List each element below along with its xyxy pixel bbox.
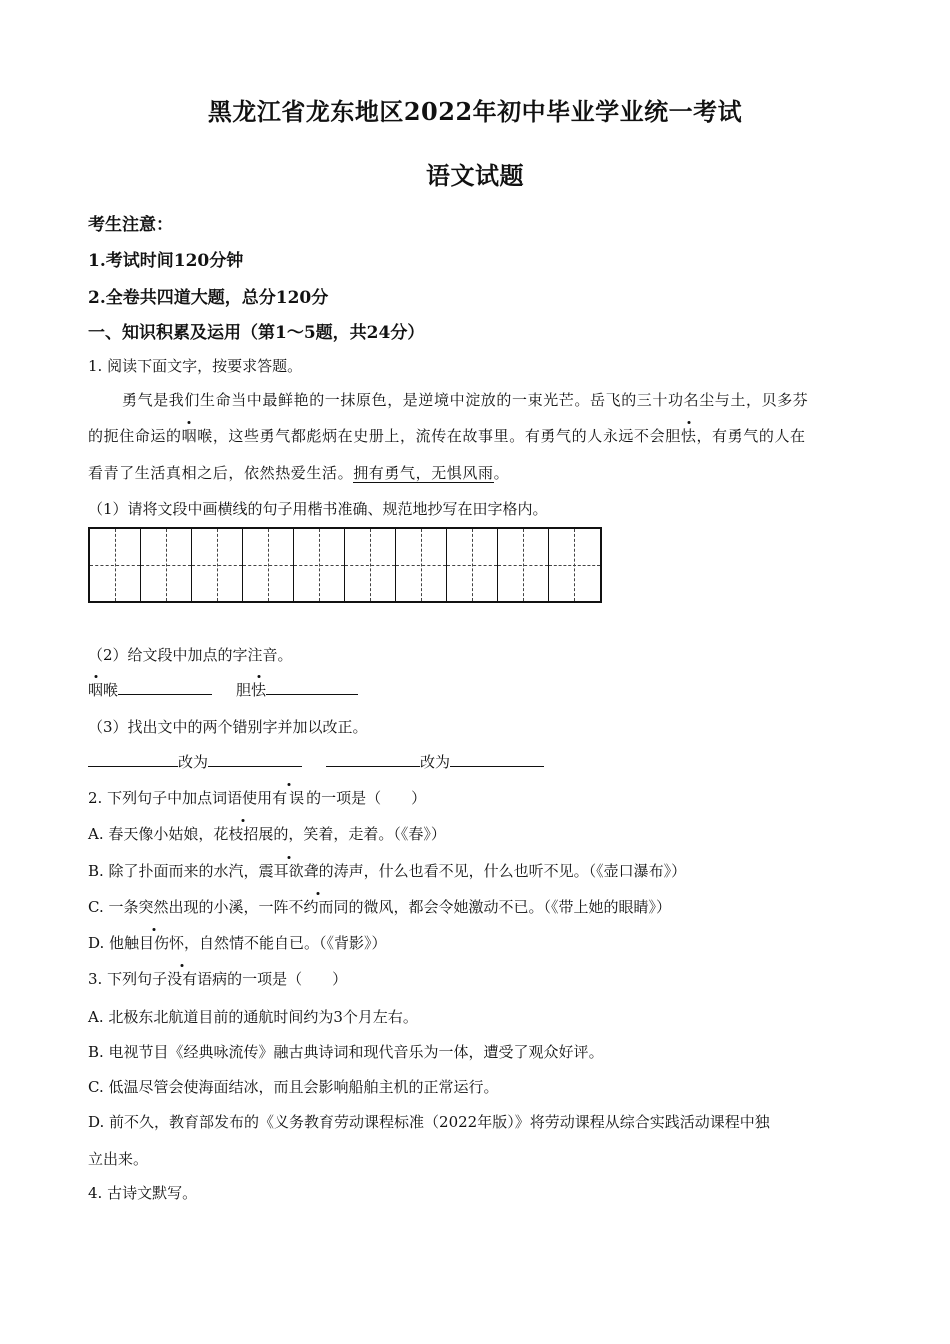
- q2-option-b[interactable]: B. 除了扑面而来的水汽，震耳欲聋的涛声，什么也看不见，什么也听不见。（《壶口瀑布》）: [88, 862, 687, 880]
- wrong-char-blank-1[interactable]: [88, 751, 178, 767]
- grid-cell[interactable]: [345, 529, 396, 601]
- pinyin-blank-1[interactable]: [118, 679, 212, 695]
- exam-subtitle: 语文试题: [426, 161, 524, 190]
- grid-cell[interactable]: [447, 529, 498, 601]
- notice-item-1: 1.考试时间120分钟: [88, 251, 244, 271]
- q3-option-c[interactable]: C. 低温尽管会使海面结冰，而且会影响船舶主机的正常运行。: [88, 1078, 499, 1096]
- passage-line-1: 勇气是我们生命当中最鲜艳的一抹原色，是逆境中淀放的一束光芒。岳飞的三十功名尘与土，贝多芬: [122, 391, 809, 409]
- exam-title: 黑龙江省龙东地区2022年初中毕业学业统一考试: [207, 97, 743, 126]
- tianzige-grid[interactable]: [88, 527, 602, 603]
- q3-option-a[interactable]: A. 北极东北航道目前的通航时间约为3个月左右。: [88, 1008, 418, 1026]
- q3-prompt: 3. 下列句子没有语病的一项是（ ）: [88, 970, 348, 988]
- section-heading: 一、知识积累及运用（第1～5题，共24分）: [88, 323, 425, 343]
- q2-option-d[interactable]: D. 他触目伤怀，自然情不能自已。（《背影》）: [88, 934, 387, 952]
- correct-char-blank-2[interactable]: [450, 751, 544, 767]
- q1-sub3: （3）找出文中的两个错别字并加以改正。: [88, 718, 368, 736]
- pinyin-blank-2[interactable]: [266, 679, 358, 695]
- q4-prompt: 4. 古诗文默写。: [88, 1184, 198, 1202]
- notice-item-2: 2.全卷共四道大题，总分120分: [88, 288, 329, 308]
- q3-option-b[interactable]: B. 电视节目《经典咏流传》融古典诗词和现代音乐为一体，遭受了观众好评。: [88, 1043, 604, 1061]
- correction-answers: 改为 改为: [88, 751, 544, 772]
- wrong-char-blank-2[interactable]: [326, 751, 420, 767]
- grid-cell[interactable]: [498, 529, 549, 601]
- grid-cell[interactable]: [294, 529, 345, 601]
- q2-option-c[interactable]: C. 一条突然出现的小溪，一阵不约而同的微风，都会令她激动不已。（《带上她的眼睛》）: [88, 898, 672, 916]
- grid-cell[interactable]: [549, 529, 600, 601]
- passage-line-3: 看青了生活真相之后，依然热爱生活。拥有勇气，无惧风雨。: [88, 464, 510, 482]
- underlined-sentence: 拥有勇气，无惧风雨: [353, 464, 494, 482]
- grid-cell[interactable]: [396, 529, 447, 601]
- q3-option-d-line2: 立出来。: [88, 1150, 149, 1168]
- q1-prompt: 1. 阅读下面文字，按要求答题。: [88, 357, 303, 375]
- q3-option-d-line1[interactable]: D. 前不久，教育部发布的《义务教育劳动课程标准（2022年版）》将劳动课程从综合实践活动课程中独: [88, 1113, 770, 1131]
- grid-cell[interactable]: [192, 529, 243, 601]
- grid-cell[interactable]: [243, 529, 294, 601]
- q1-sub1: （1）请将文段中画横线的句子用楷书准确、规范地抄写在田字格内。: [88, 500, 548, 518]
- q2-option-a[interactable]: A. 春天像小姑娘，花枝招展的，笑着，走着。（《春》）: [88, 825, 446, 843]
- grid-cell[interactable]: [141, 529, 192, 601]
- notice-heading: 考生注意：: [88, 215, 173, 235]
- correct-char-blank-1[interactable]: [208, 751, 302, 767]
- q1-sub2: （2）给文段中加点的字注音。: [88, 646, 293, 664]
- pinyin-answers: 咽喉 胆怯: [88, 679, 358, 700]
- q2-prompt: 2. 下列句子中加点词语使用有误的一项是（ ）: [88, 789, 427, 807]
- passage-line-2: 的扼住命运的咽喉，这些勇气都彪炳在史册上，流传在故事里。有勇气的人永远不会胆怯，有勇气的人在: [88, 427, 806, 445]
- grid-cell[interactable]: [90, 529, 141, 601]
